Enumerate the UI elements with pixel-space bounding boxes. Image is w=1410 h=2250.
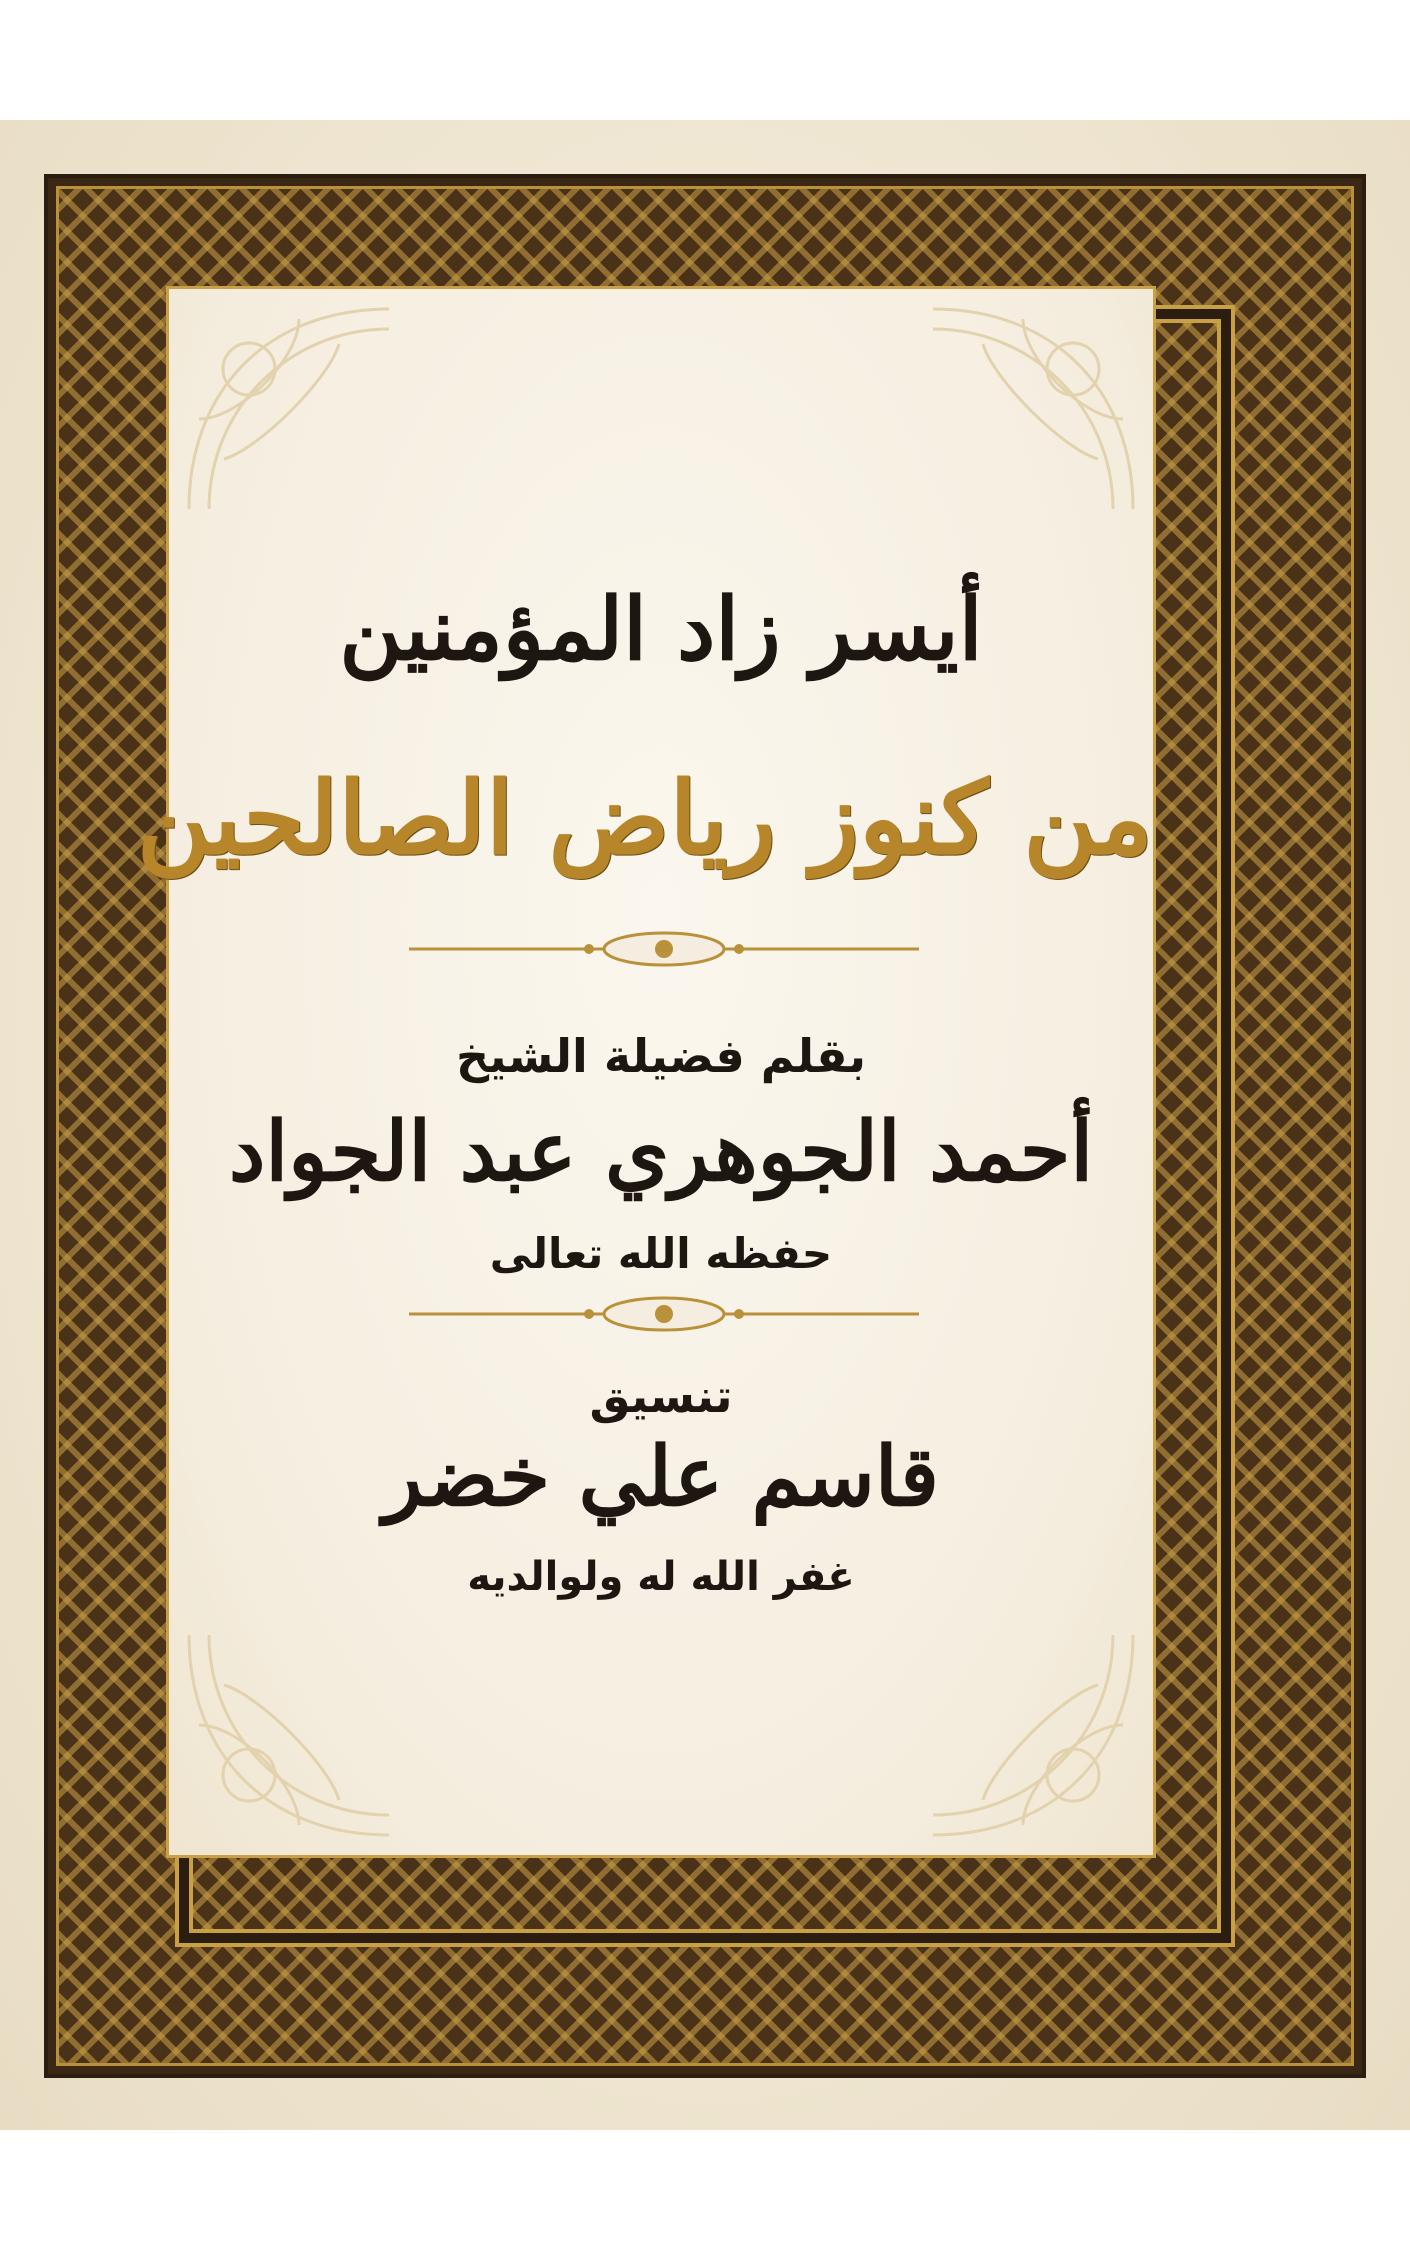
author-blessing: حفظه الله تعالى — [489, 1229, 833, 1278]
book-cover — [0, 120, 1410, 2130]
author-by-label: بقلم فضيلة الشيخ — [456, 1029, 866, 1083]
book-title-line2: من كنوز رياض الصالحين — [136, 759, 1153, 877]
ornamental-divider-icon — [409, 929, 919, 969]
ornamental-divider-icon — [409, 1294, 919, 1334]
book-title-line1: أيسر زاد المؤمنين — [339, 579, 983, 680]
cover-text — [136, 289, 1153, 1855]
editor-name: قاسم علي خضر — [382, 1429, 940, 1525]
editor-blessing: غفر الله له ولوالديه — [467, 1554, 855, 1600]
cover-panel — [136, 286, 1156, 1858]
editor-label: تنسيق — [589, 1369, 733, 1423]
author-name: أحمد الجوهري عبد الجواد — [228, 1104, 1094, 1200]
